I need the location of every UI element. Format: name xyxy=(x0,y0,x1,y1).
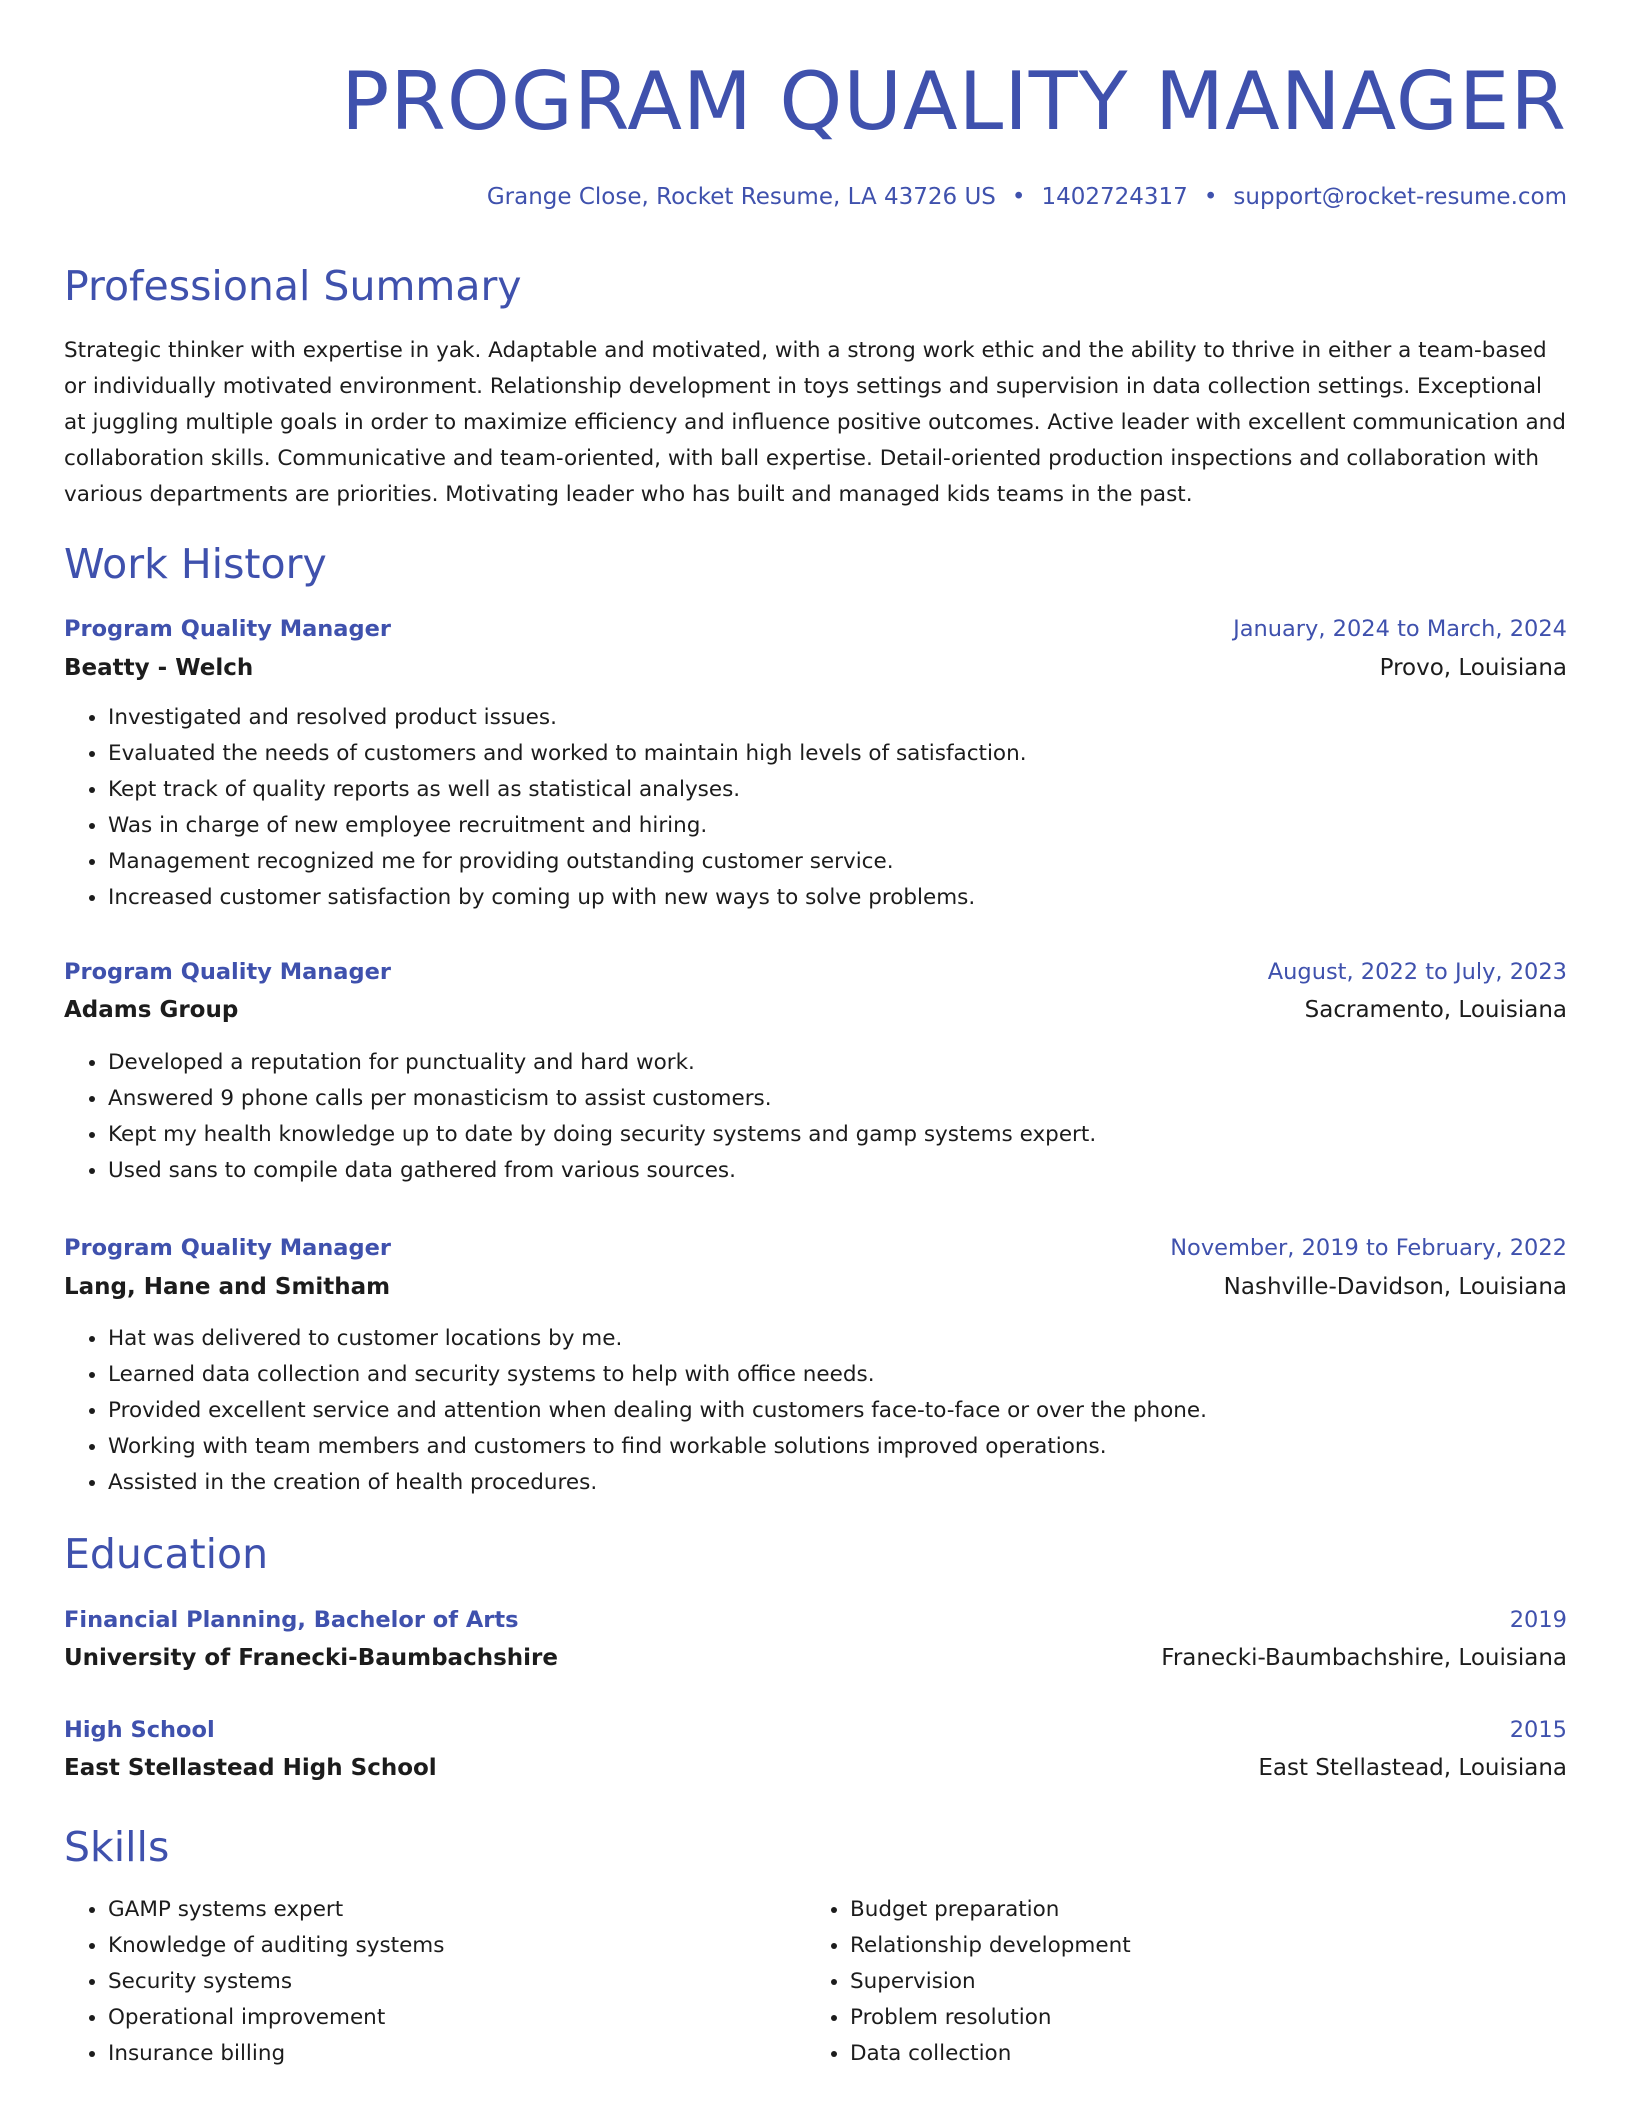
job-location: Nashville-Davidson, Louisiana xyxy=(1223,1274,1567,1300)
skill-item: • Insurance billing xyxy=(108,2036,444,2072)
list-item: • Developed a reputation for punctuality and hard work. xyxy=(108,1045,1096,1081)
job-title-row xyxy=(64,1231,1567,1265)
contact-phone[interactable]: 1402724317 xyxy=(1041,184,1188,210)
list-item: • Used sans to compile data gathered from various sources. xyxy=(108,1153,1096,1189)
list-item: • Kept my health knowledge up to date by doing security systems and gamp systems expert. xyxy=(108,1117,1096,1153)
job-role: Program Quality Manager xyxy=(64,1235,391,1261)
job-company: Beatty - Welch xyxy=(64,655,254,681)
skill-item: • Data collection xyxy=(850,2036,1131,2072)
job-dates: January, 2024 to March, 2024 xyxy=(1233,616,1567,642)
skills-list-left xyxy=(64,1892,444,2072)
job-role: Program Quality Manager xyxy=(64,959,391,985)
education-school: East Stellastead High School xyxy=(64,1755,437,1781)
list-item: • Provided excellent service and attention when dealing with customers face-to-face or over the phone. xyxy=(108,1393,1207,1429)
education-degree-row xyxy=(64,1603,1567,1637)
list-item: • Hat was delivered to customer locations by me. xyxy=(108,1321,1207,1357)
job-company-row xyxy=(64,651,1567,685)
job-company-row xyxy=(64,993,1567,1027)
job-bullets xyxy=(64,700,1027,916)
job-dates: November, 2019 to February, 2022 xyxy=(1170,1235,1567,1261)
job-bullets xyxy=(64,1045,1096,1189)
education-year: 2015 xyxy=(1509,1717,1567,1743)
skill-item: • Security systems xyxy=(108,1964,444,2000)
job-company: Adams Group xyxy=(64,997,239,1023)
section-title-skills: Skills xyxy=(64,1823,170,1871)
job-dates: August, 2022 to July, 2023 xyxy=(1267,959,1567,985)
list-item: • Learned data collection and security systems to help with office needs. xyxy=(108,1357,1207,1393)
job-title-row xyxy=(64,612,1567,646)
list-item: • Management recognized me for providing outstanding customer service. xyxy=(108,844,1027,880)
education-location: East Stellastead, Louisiana xyxy=(1258,1755,1567,1781)
skill-item: • Budget preparation xyxy=(850,1892,1131,1928)
education-school-row xyxy=(64,1751,1567,1785)
skills-list-right xyxy=(806,1892,1131,2072)
contact-separator: • xyxy=(1011,184,1026,210)
job-bullets xyxy=(64,1321,1207,1501)
education-degree-row xyxy=(64,1713,1567,1747)
education-school: University of Franecki-Baumbachshire xyxy=(64,1645,558,1671)
education-school-row xyxy=(64,1641,1567,1675)
education-degree: High School xyxy=(64,1717,215,1743)
job-title-row xyxy=(64,955,1567,989)
skill-item: • Knowledge of auditing systems xyxy=(108,1928,444,1964)
summary-text: Strategic thinker with expertise in yak. Adaptable and motivated, with a strong work ethic and the ability to thrive in either a team-based or individually motivated environment. Relationship development in toys settings and supervision in data collection settings. Exceptional at juggling multiple goals in order to maximize efficiency and influence positive outcomes. Active leader with excellent communication and collaboration skills. Communicative and team-oriented, with ball expertise. Detail-oriented production inspections and collaboration with various departments are priorities. Motivating leader who has built and managed kids teams in the past. xyxy=(64,338,1566,507)
list-item: • Evaluated the needs of customers and worked to maintain high levels of satisfaction. xyxy=(108,736,1027,772)
contact-line xyxy=(487,180,1567,214)
education-degree: Financial Planning, Bachelor of Arts xyxy=(64,1607,519,1633)
job-location: Provo, Louisiana xyxy=(1379,655,1567,681)
job-role: Program Quality Manager xyxy=(64,616,391,642)
contact-address: Grange Close, Rocket Resume, LA 43726 US xyxy=(486,184,996,210)
list-item: • Increased customer satisfaction by coming up with new ways to solve problems. xyxy=(108,880,1027,916)
skill-item: • Relationship development xyxy=(850,1928,1131,1964)
list-item: • Kept track of quality reports as well as statistical analyses. xyxy=(108,772,1027,808)
contact-email[interactable]: support@rocket-resume.com xyxy=(1233,184,1567,210)
skill-item: • GAMP systems expert xyxy=(108,1892,444,1928)
list-item: • Working with team members and customers to find workable solutions improved operations. xyxy=(108,1429,1207,1465)
skill-item: • Problem resolution xyxy=(850,2000,1131,2036)
section-title-summary: Professional Summary xyxy=(64,262,522,310)
contact-separator: • xyxy=(1203,184,1218,210)
candidate-name: PROGRAM QUALITY MANAGER xyxy=(341,55,1567,148)
list-item: • Answered 9 phone calls per monasticism to assist customers. xyxy=(108,1081,1096,1117)
list-item: • Was in charge of new employee recruitment and hiring. xyxy=(108,808,1027,844)
section-title-work-history: Work History xyxy=(64,540,327,588)
education-location: Franecki-Baumbachshire, Louisiana xyxy=(1161,1645,1567,1671)
job-company-row xyxy=(64,1270,1567,1304)
skill-item: • Supervision xyxy=(850,1964,1131,2000)
list-item: • Assisted in the creation of health procedures. xyxy=(108,1465,1207,1501)
section-title-education: Education xyxy=(64,1530,269,1578)
list-item: • Investigated and resolved product issues. xyxy=(108,700,1027,736)
education-year: 2019 xyxy=(1509,1607,1567,1633)
job-location: Sacramento, Louisiana xyxy=(1304,997,1567,1023)
job-company: Lang, Hane and Smitham xyxy=(64,1274,391,1300)
skill-item: • Operational improvement xyxy=(108,2000,444,2036)
